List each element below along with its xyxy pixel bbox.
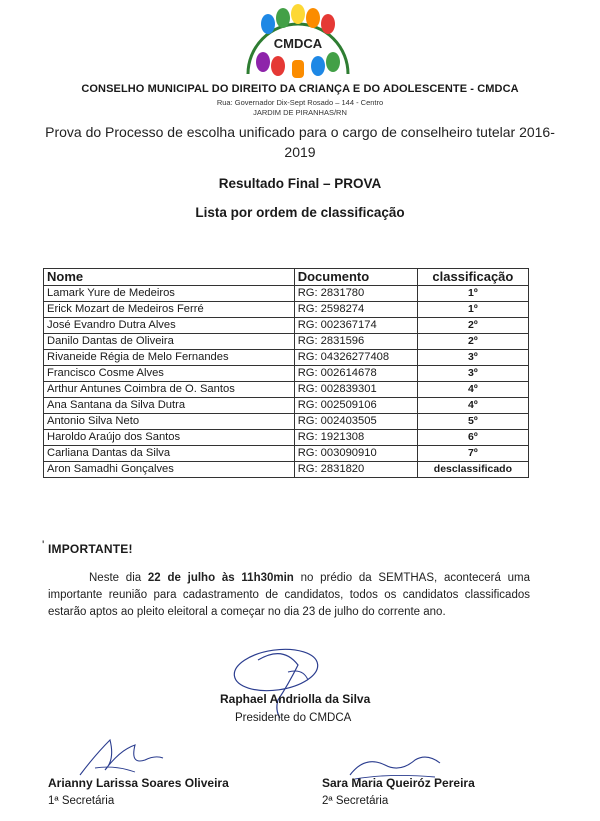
column-header-name: Nome [44, 269, 295, 286]
cell-name: José Evandro Dutra Alves [44, 318, 295, 334]
cell-name: Arthur Antunes Coimbra de O. Santos [44, 382, 295, 398]
table-row [44, 398, 529, 414]
cell-classification: 2º [417, 318, 528, 334]
first-secretary-name: Arianny Larissa Soares Oliveira [48, 776, 229, 790]
table-row [44, 318, 529, 334]
cell-document: RG: 1921308 [294, 430, 417, 446]
organization-city: JARDIM DE PIRANHAS/RN [253, 108, 347, 117]
cell-document: RG: 2831596 [294, 334, 417, 350]
cell-name: Carliana Dantas da Silva [44, 446, 295, 462]
cell-name: Rivaneide Régia de Melo Fernandes [44, 350, 295, 366]
result-title: Resultado Final – PROVA [218, 176, 382, 191]
organization-title: CONSELHO MUNICIPAL DO DIREITO DA CRIANÇA E DO ADOLESCENTE - CMDCA [81, 83, 519, 95]
cell-classification: 6º [417, 430, 528, 446]
cell-name: Francisco Cosme Alves [44, 366, 295, 382]
first-secretary-role: 1ª Secretária [48, 795, 115, 807]
cell-name: Lamark Yure de Medeiros [44, 286, 295, 302]
important-text [48, 570, 530, 621]
cell-name: Antonio Silva Neto [44, 414, 295, 430]
important-date: 22 de julho às 11h30min [147, 572, 294, 584]
important-title: ' IMPORTANTE! [48, 542, 133, 556]
table-row [44, 430, 529, 446]
president-role: Presidente do CMDCA [235, 712, 352, 724]
list-title: Lista por ordem de classificação [195, 205, 405, 220]
cell-classification: 5º [417, 414, 528, 430]
cell-name: Haroldo Araújo dos Santos [44, 430, 295, 446]
table-row [44, 366, 529, 382]
cell-classification: 1º [417, 286, 528, 302]
cell-classification: 2º [417, 334, 528, 350]
cell-document: RG: 2598274 [294, 302, 417, 318]
cmdca-logo [228, 4, 368, 84]
second-secretary-name: Sara Maria Queiróz Pereira [322, 776, 475, 790]
cell-name: Danilo Dantas de Oliveira [44, 334, 295, 350]
table-row [44, 286, 529, 302]
table-row [44, 382, 529, 398]
cell-document: RG: 2831780 [294, 286, 417, 302]
cell-classification: 4º [417, 382, 528, 398]
organization-address: Rua: Governador Dix-Sept Rosado – 144 - Centro [216, 98, 384, 107]
second-secretary-role: 2ª Secretária [322, 795, 389, 807]
table-body [44, 286, 529, 478]
cell-document: RG: 002509106 [294, 398, 417, 414]
first-secretary-signature-mark [75, 730, 165, 780]
cell-document: RG: 002839301 [294, 382, 417, 398]
cell-document: RG: 04326277408 [294, 350, 417, 366]
document-subtitle: Prova do Processo de escolha unificado para o cargo de conselheiro tutelar 2016-2019 [45, 124, 555, 160]
table-row [44, 334, 529, 350]
cell-classification: 7º [417, 446, 528, 462]
cell-document: RG: 2831820 [294, 462, 417, 478]
cell-document: RG: 003090910 [294, 446, 417, 462]
table-row [44, 350, 529, 366]
classification-table [43, 268, 529, 478]
cell-name: Ana Santana da Silva Dutra [44, 398, 295, 414]
cell-document: RG: 002403505 [294, 414, 417, 430]
cell-classification: desclassificado [417, 462, 528, 478]
cell-name: Aron Samadhi Gonçalves [44, 462, 295, 478]
important-text-before: Neste dia [89, 572, 148, 584]
table-row [44, 414, 529, 430]
cell-classification: 4º [417, 398, 528, 414]
cell-classification: 1º [417, 302, 528, 318]
cell-classification: 3º [417, 366, 528, 382]
cell-document: RG: 002614678 [294, 366, 417, 382]
cell-name: Erick Mozart de Medeiros Ferré [44, 302, 295, 318]
cell-classification: 3º [417, 350, 528, 366]
table-row [44, 462, 529, 478]
logo-text: CMDCA [273, 36, 323, 51]
table-row [44, 446, 529, 462]
cell-document: RG: 002367174 [294, 318, 417, 334]
important-text-after: no prédio da SEMTHAS, acontecerá uma importante reunião para cadastramento de candidatos, todos os candidatos classificados estarão aptos ao pleito eleitoral a começar no dia 23 de julho do corrente ano. [48, 572, 530, 618]
table-row [44, 302, 529, 318]
column-header-document: Documento [294, 269, 417, 286]
president-signature-mark [228, 640, 348, 720]
president-name: Raphael Andriolla da Silva [220, 692, 371, 706]
column-header-classification: classificação [417, 269, 528, 286]
table-header-row [44, 269, 529, 286]
